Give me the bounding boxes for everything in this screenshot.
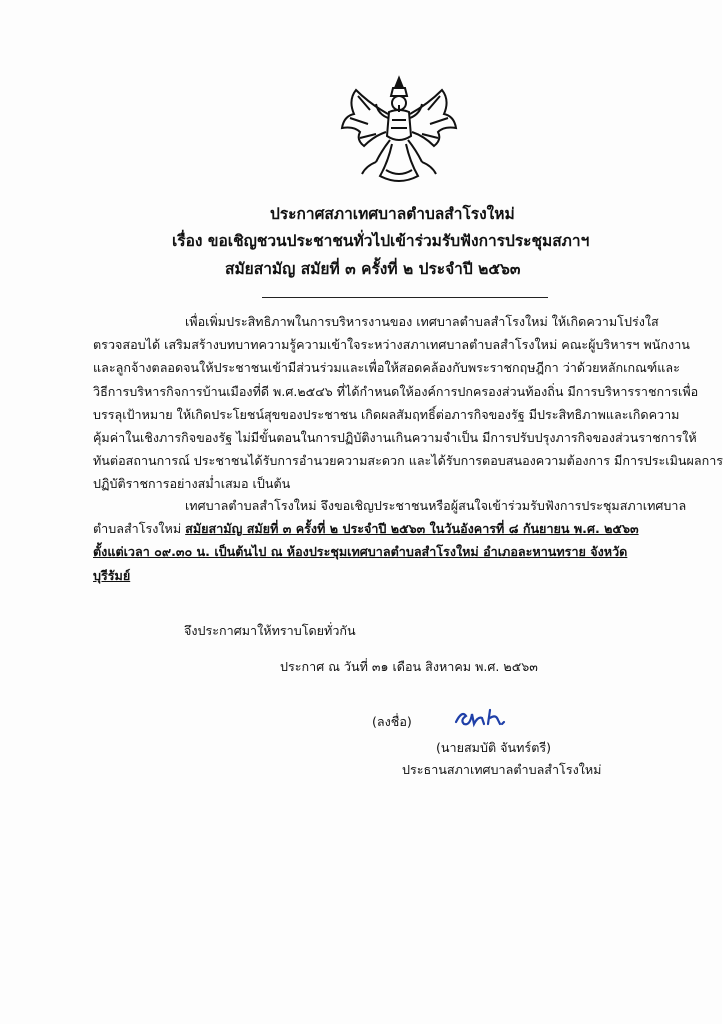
paragraph-line: ปฏิบัติราชการอย่างสม่ำเสมอ เป็นต้น	[93, 476, 291, 492]
body-paragraph-1	[93, 310, 723, 496]
paragraph-line: คุ้มค่าในเชิงภารกิจของรัฐ ไม่มีขั้นตอนในการปฏิบัติงานเกินความจำเป็น มีการปรับปรุงภารกิจของส่วนราชการให้	[93, 429, 697, 445]
paragraph-line: วิธีการบริหารกิจการบ้านเมืองที่ดี พ.ศ.๒๕๔๖ ที่ได้กำหนดให้องค์การปกครองส่วนท้องถิ่น มีการบริหารราชการเพื่อ	[93, 383, 699, 399]
paragraph-line: ทันต่อสถานการณ์ ประชาชนได้รับการอำนวยความสะดวก และได้รับการตอบสนองความต้องการ มีการประเมินผลการ	[93, 453, 723, 469]
paragraph-line	[93, 517, 639, 540]
meeting-province: บุรีรัมย์	[93, 567, 131, 583]
closing-announcement: จึงประกาศมาให้ทราบโดยทั่วกัน	[184, 623, 356, 638]
garuda-emblem-icon	[336, 74, 462, 188]
handwritten-signature	[452, 706, 514, 730]
meeting-date: สมัยสามัญ สมัยที่ ๓ ครั้งที่ ๒ ประจำปี ๒๕๖๓ ในวันอังคารที่ ๘ กันยายน พ.ศ. ๒๕๖๓	[185, 521, 639, 537]
paragraph-line: บรรลุเป้าหมาย ให้เกิดประโยชน์สุขของประชาชน เกิดผลสัมฤทธิ์ต่อภารกิจของรัฐ มีประสิทธิภาพและเกิดความ	[93, 406, 680, 422]
signer-name: (นายสมบัติ จันทร์ตรี)	[436, 740, 552, 755]
paragraph-line: ตรวจสอบได้ เสริมสร้างบทบาทความรู้ความเข้าใจระหว่างสภาเทศบาลตำบลสำโรงใหม่ คณะผู้บริหารฯ พนักงาน	[93, 337, 690, 353]
signature-label: (ลงชื่อ)	[372, 714, 412, 729]
announcement-date: ประกาศ ณ วันที่ ๓๑ เดือน สิงหาคม พ.ศ. ๒๕๖๓	[280, 659, 538, 674]
paragraph-line	[93, 564, 633, 587]
paragraph-line: เพื่อเพิ่มประสิทธิภาพในการบริหารงานของ เทศบาลตำบลสำโรงใหม่ ให้เกิดความโปร่งใส	[185, 314, 659, 329]
paragraph-prefix: ตำบลสำโรงใหม่	[93, 521, 186, 537]
paragraph-line: และลูกจ้างตลอดจนให้ประชาชนเข้ามีส่วนร่วมและเพื่อให้สอดคล้องกับพระราชกฤษฎีกา ว่าด้วยหลักเกณฑ์และ	[93, 360, 680, 376]
paragraph-line	[93, 540, 633, 563]
paragraph-line: เทศบาลตำบลสำโรงใหม่ จึงขอเชิญประชาชนหรือผู้สนใจเข้าร่วมรับฟังการประชุมสภาเทศบาล	[185, 498, 687, 513]
header-title: ประกาศสภาเทศบาลตำบลสำโรงใหม่	[270, 205, 515, 223]
signer-position: ประธานสภาเทศบาลตำบลสำโรงใหม่	[402, 762, 602, 777]
header-divider	[262, 297, 548, 298]
body-paragraph-2	[93, 494, 687, 587]
header-subject: เรื่อง ขอเชิญชวนประชาชนทั่วไปเข้าร่วมรับฟังการประชุมสภาฯ	[172, 232, 590, 250]
meeting-time-location: ตั้งแต่เวลา ๐๙.๓๐ น. เป็นต้นไป ณ ห้องประชุมเทศบาลตำบลสำโรงใหม่ อำเภอละหานทราย จังหวัด	[93, 544, 628, 560]
header-session: สมัยสามัญ สมัยที่ ๓ ครั้งที่ ๒ ประจำปี ๒๕๖๓	[225, 260, 521, 278]
